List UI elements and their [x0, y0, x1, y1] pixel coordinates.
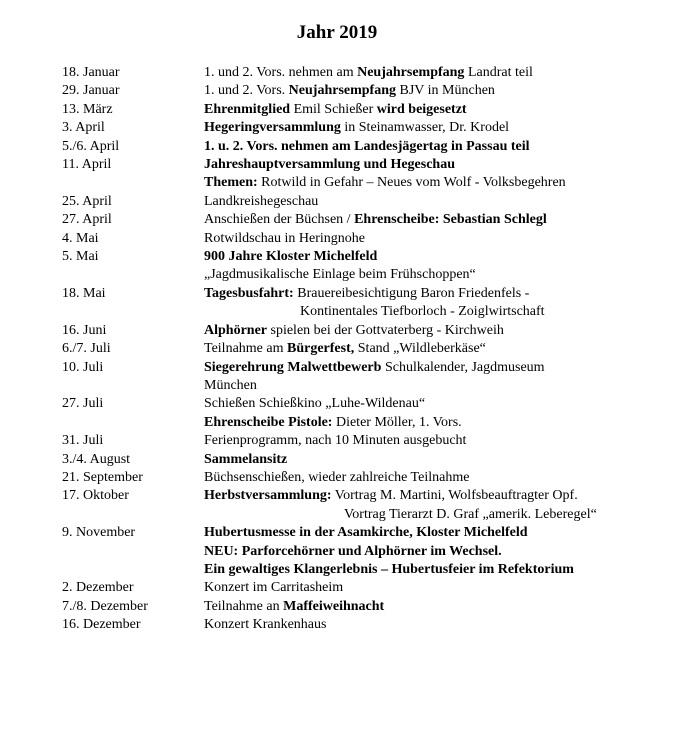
event-description	[204, 322, 674, 340]
bold-text: Hegeringversammlung	[204, 120, 341, 136]
bold-text: Ein gewaltiges Klangerlebnis – Hubertusfeier im Refektorium	[204, 561, 574, 577]
description-line	[204, 303, 674, 321]
bold-text: 1. u. 2. Vors. nehmen am Landesjägertag in Passau teil	[204, 138, 530, 154]
description-line	[204, 119, 674, 137]
event-date: 9. November	[62, 525, 136, 541]
text: Schießen Schießkino „Luhe-Wildenau“	[204, 396, 426, 412]
event-description	[204, 156, 674, 193]
event-date: 5./6. April	[62, 138, 120, 154]
text: 1. und 2. Vors. nehmen am	[204, 65, 358, 80]
text: 1. und 2. Vors.	[204, 83, 289, 99]
description-line	[204, 524, 674, 542]
bold-text: Herbstversammlung:	[204, 488, 332, 504]
bold-text: Alphörner	[204, 322, 267, 338]
text: Teilnahme am	[204, 341, 287, 357]
bold-text: Siegerehrung Malwettbewerb	[204, 359, 382, 375]
text: Emil Schießer	[290, 101, 377, 117]
text: in Steinamwasser, Dr. Krodel	[340, 120, 510, 136]
description-line	[204, 230, 674, 248]
description-line	[204, 211, 674, 229]
description-line	[204, 561, 674, 579]
description-line	[204, 543, 674, 561]
bold-text: wird beigesetzt	[376, 101, 467, 117]
event-row	[62, 322, 682, 340]
event-date: 18. Mai	[62, 285, 106, 301]
description-line	[204, 598, 674, 616]
bold-text: Neujahrsempfang	[288, 83, 397, 99]
event-row	[62, 359, 682, 396]
bold-text: Ehrenscheibe: Sebastian Schlegl	[354, 212, 547, 228]
event-description	[204, 579, 674, 597]
bold-text: Ehrenscheibe Pistole:	[204, 414, 333, 430]
bold-text: NEU: Parforcehörner und Alphörner im Wechsel.	[204, 543, 502, 559]
text: Konzert im Carritasheim	[204, 580, 344, 596]
event-date: 21. September	[62, 469, 143, 485]
bold-text: Themen:	[204, 175, 258, 191]
bold-text: Tagesbusfahrt:	[204, 285, 294, 301]
description-line	[204, 579, 674, 597]
bold-text: Neujahrsempfang	[357, 65, 465, 80]
event-row	[62, 248, 682, 285]
event-row	[62, 598, 682, 616]
event-date: 13. März	[62, 101, 113, 117]
event-date: 17. Oktober	[62, 488, 129, 504]
event-date: 2. Dezember	[62, 580, 134, 596]
description-line	[204, 82, 674, 100]
event-row	[62, 616, 682, 634]
event-description	[204, 451, 674, 469]
event-date: 18. Januar	[62, 65, 120, 80]
bold-text: Maffeiweihnacht	[283, 598, 385, 614]
event-description	[204, 64, 674, 82]
text: Dieter Möller, 1. Vors.	[332, 414, 462, 430]
page-title: Jahr 2019	[296, 22, 378, 43]
event-row	[62, 211, 682, 229]
event-description	[204, 193, 674, 211]
text: Vortrag Tierarzt D. Graf „amerik. Leberegel“	[344, 506, 597, 522]
description-line	[204, 469, 674, 487]
event-description	[204, 616, 674, 634]
event-row	[62, 432, 682, 450]
event-description	[204, 395, 674, 432]
event-date: 3. April	[62, 120, 105, 136]
event-row	[62, 451, 682, 469]
bold-text: Hubertusmesse in der Asamkirche, Kloster Michelfeld	[204, 525, 528, 541]
text: Rotwild in Gefahr – Neues vom Wolf - Volksbegehren	[257, 175, 566, 191]
text: Anschießen der Büchsen /	[204, 212, 355, 228]
event-description	[204, 285, 674, 322]
event-description	[204, 230, 674, 248]
text: Vortrag M. Martini, Wolfsbeauftragter Opf.	[331, 488, 578, 504]
text: Teilnahme an	[204, 598, 284, 614]
event-description	[204, 138, 674, 156]
description-line	[204, 174, 674, 192]
text: Brauereibesichtigung Baron Friedenfels -	[293, 285, 530, 301]
description-line	[204, 377, 674, 395]
description-line	[204, 193, 674, 211]
bold-text: Jahreshauptversammlung und Hegeschau	[204, 157, 456, 173]
event-list	[62, 64, 682, 635]
text: Konzert Krankenhaus	[204, 617, 327, 633]
description-line	[204, 64, 674, 82]
text: Rotwildschau in Heringnohe	[204, 230, 365, 246]
description-line	[204, 322, 674, 340]
event-date: 6./7. Juli	[62, 341, 111, 357]
text: Landkreishegeschau	[204, 193, 319, 209]
text: BJV in München	[396, 83, 495, 99]
description-line	[204, 285, 674, 303]
event-description	[204, 524, 674, 579]
event-description	[204, 82, 674, 100]
event-row	[62, 579, 682, 597]
event-description	[204, 340, 674, 358]
event-date: 5. Mai	[62, 249, 99, 265]
event-date: 29. Januar	[62, 83, 120, 99]
text: Schulkalender, Jagdmuseum	[381, 359, 545, 375]
event-date: 27. Juli	[62, 396, 104, 412]
event-date: 16. Dezember	[62, 617, 141, 633]
event-date: 11. April	[62, 157, 112, 173]
description-line	[204, 156, 674, 174]
event-date: 4. Mai	[62, 230, 99, 246]
event-description	[204, 211, 674, 229]
event-date: 16. Juni	[62, 322, 107, 338]
event-date: 27. April	[62, 212, 112, 228]
bold-text: Sammelansitz	[204, 451, 288, 467]
description-line	[204, 432, 674, 450]
bold-text: 900 Jahre Kloster Michelfeld	[204, 249, 378, 265]
event-row	[62, 193, 682, 211]
event-description	[204, 432, 674, 450]
event-description	[204, 101, 674, 119]
bold-text: Bürgerfest,	[287, 341, 355, 357]
description-line	[204, 395, 674, 413]
description-line	[204, 340, 674, 358]
event-row	[62, 156, 682, 193]
event-description	[204, 248, 674, 285]
description-line	[204, 248, 674, 266]
description-line	[204, 359, 674, 377]
event-row	[62, 285, 682, 322]
event-row	[62, 230, 682, 248]
description-line	[204, 506, 674, 524]
description-line	[204, 414, 674, 432]
description-line	[204, 138, 674, 156]
event-date: 25. April	[62, 193, 112, 209]
text: „Jagdmusikalische Einlage beim Frühschoppen“	[204, 267, 476, 283]
text: Ferienprogramm, nach 10 Minuten ausgebucht	[204, 433, 467, 449]
event-row	[62, 119, 682, 137]
event-description	[204, 359, 674, 396]
text: Kontinentales Tiefborloch - Zoiglwirtschaft	[300, 304, 545, 320]
event-row	[62, 82, 682, 100]
event-row	[62, 64, 682, 82]
event-description	[204, 598, 674, 616]
text: spielen bei der Gottvaterberg - Kirchweih	[267, 322, 504, 338]
event-row	[62, 469, 682, 487]
event-row	[62, 524, 682, 579]
event-description	[204, 487, 674, 524]
bold-text: Ehrenmitglied	[204, 101, 291, 117]
text: Landrat teil	[464, 65, 533, 80]
event-row	[62, 487, 682, 524]
event-date: 7./8. Dezember	[62, 598, 148, 614]
event-row	[62, 340, 682, 358]
text: München	[204, 377, 257, 393]
text: Stand „Wildleberkäse“	[354, 341, 486, 357]
description-line	[204, 616, 674, 634]
event-row	[62, 101, 682, 119]
event-date: 10. Juli	[62, 359, 104, 375]
text: Büchsenschießen, wieder zahlreiche Teilnahme	[204, 469, 470, 485]
event-date: 3./4. August	[62, 451, 131, 467]
event-row	[62, 138, 682, 156]
event-description	[204, 469, 674, 487]
description-line	[204, 487, 674, 505]
event-date: 31. Juli	[62, 433, 104, 449]
description-line	[204, 266, 674, 284]
description-line	[204, 101, 674, 119]
description-line	[204, 451, 674, 469]
event-description	[204, 119, 674, 137]
event-row	[62, 395, 682, 432]
